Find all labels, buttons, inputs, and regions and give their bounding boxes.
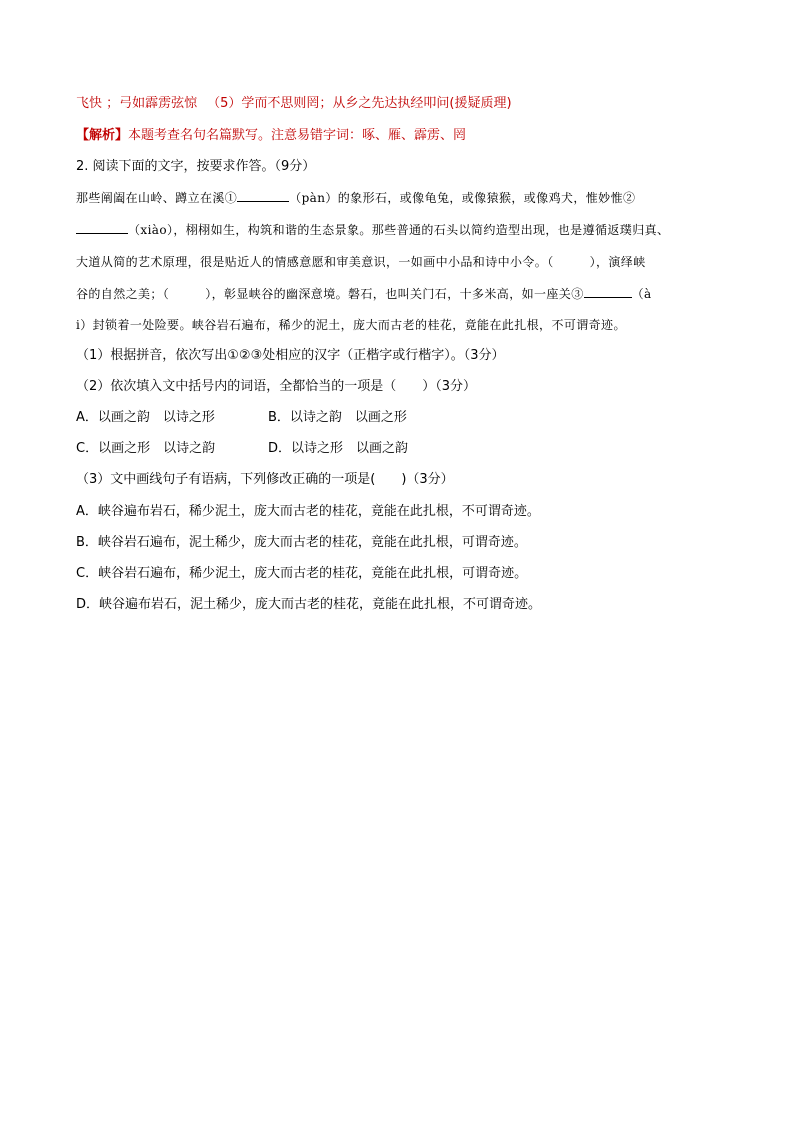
question-2-title: 2. 阅读下面的文字，按要求作答。（9分）	[76, 159, 316, 174]
option-c: C．峡谷岩石遍布，稀少泥土，庞大而古老的桂花，竟能在此扎根，可谓奇迹。	[76, 566, 528, 581]
analysis-text: 本题考查名句名篇默写。注意易错字词：啄、雁、霹雳、罔	[128, 128, 467, 143]
passage-line-1	[76, 189, 635, 207]
analysis-line	[76, 127, 466, 145]
sub-question-2: （2）依次填入文中括号内的词语，全都恰当的一项是（ ）（3分）	[76, 379, 477, 394]
passage-text: （xiào），栩栩如生，构筑和谐的生态景象。那些普通的石头以简约造型出现，也是遵循返璞归真、	[128, 223, 670, 237]
fill-blank-1	[237, 189, 289, 202]
passage-text: （à	[631, 287, 652, 301]
passage-line-2	[76, 221, 669, 239]
option-a: A．以画之韵 以诗之形	[76, 410, 215, 425]
passage-text: 大道从简的艺术原理，很是贴近人的情感意愿和审美意识，一如画中小品和诗中小令。（	[76, 255, 554, 269]
answer-part-2: （5）学而不思则罔；从乡之先达执经叩问(援疑质理)	[207, 96, 512, 111]
passage-text: ），彰显峡谷的幽深意境。磐石，也叫关门石，十多米高，如一座关③	[205, 287, 584, 301]
option-b: B．以诗之韵 以画之形	[268, 410, 407, 425]
passage-line-3	[76, 253, 646, 271]
option-b: B．峡谷岩石遍布，泥土稀少，庞大而古老的桂花，竟能在此扎根，可谓奇迹。	[76, 535, 527, 550]
analysis-tag: 【解析】	[76, 128, 129, 143]
passage-text: 那些阐阖在山岭、蹲立在溪①	[76, 191, 238, 205]
sub-question-3: （3）文中画线句子有语病，下列修改正确的一项是( )（3分）	[76, 472, 454, 487]
option-d: D．以诗之形 以画之韵	[268, 441, 409, 456]
option-d: D．峡谷遍布岩石，泥土稀少，庞大而古老的桂花，竟能在此扎根，不可谓奇迹。	[76, 597, 542, 612]
fill-blank-3	[584, 285, 632, 298]
option-c: C．以画之形 以诗之韵	[76, 441, 216, 456]
option-a: A．峡谷遍布岩石，稀少泥土，庞大而古老的桂花，竟能在此扎根，不可谓奇迹。	[76, 504, 540, 519]
passage-text: （pàn）的象形石，或像龟兔，或像猿猴，或像鸡犬，惟妙惟②	[289, 191, 636, 205]
answer-part-1: 飞快 ；弓如霹雳弦惊	[76, 96, 198, 111]
passage-text: ），演绎峡	[589, 255, 646, 269]
options-row-cd	[76, 440, 408, 458]
recitation-answer-line	[76, 95, 512, 113]
options-row-ab	[76, 409, 407, 427]
passage-text: 谷的自然之美；（	[76, 287, 170, 301]
sub-question-1: （1）根据拼音，依次写出①②③处相应的汉字（正楷字或行楷字）。（3分）	[76, 348, 505, 363]
passage-line-5: i）封锁着一处险要。峡谷岩石遍布，稀少的泥土，庞大而古老的桂花，竟能在此扎根，不可谓奇迹。	[76, 318, 626, 332]
fill-blank-2	[76, 221, 128, 234]
passage-line-4	[76, 285, 652, 303]
